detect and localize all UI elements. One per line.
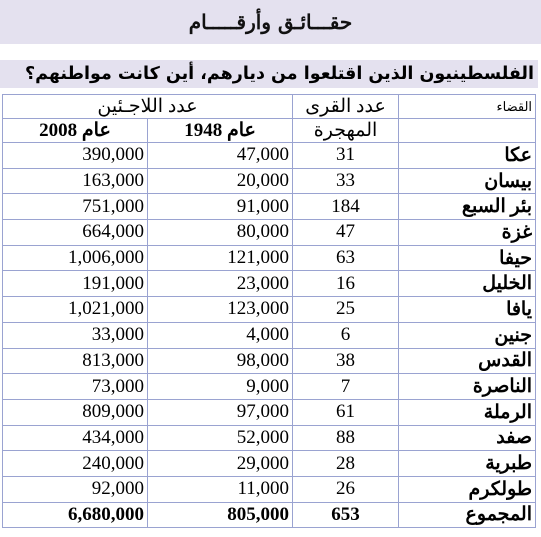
- refugees-2008-cell: 1,021,000: [3, 297, 148, 323]
- table-row: [3, 168, 536, 194]
- refugees-1948-cell: 11,000: [148, 476, 293, 502]
- district-cell: بيسان: [399, 168, 536, 194]
- district-cell: طولكرم: [399, 476, 536, 502]
- table-row: [3, 143, 536, 169]
- refugees-2008-cell: 751,000: [3, 194, 148, 220]
- refugees-2008-cell: 33,000: [3, 322, 148, 348]
- table-row: [3, 220, 536, 246]
- refugees-1948-cell: 98,000: [148, 348, 293, 374]
- refugees-1948-cell: 80,000: [148, 220, 293, 246]
- refugees-1948-cell: 20,000: [148, 168, 293, 194]
- refugees-table: [2, 94, 536, 528]
- district-cell: حيفا: [399, 245, 536, 271]
- refugees-1948-cell: 91,000: [148, 194, 293, 220]
- table-row: [3, 297, 536, 323]
- year-2008-header: عام 2008: [3, 119, 148, 143]
- refugees-2008-cell: 1,006,000: [3, 245, 148, 271]
- refugees-2008-cell: 809,000: [3, 399, 148, 425]
- table-row: [3, 245, 536, 271]
- villages-cell: 38: [293, 348, 399, 374]
- villages-cell: 653: [293, 502, 399, 528]
- year-1948-header: عام 1948: [148, 119, 293, 143]
- district-cell: غزة: [399, 220, 536, 246]
- refugees-2008-cell: 240,000: [3, 451, 148, 477]
- table-row: [3, 194, 536, 220]
- refugees-2008-cell: 163,000: [3, 168, 148, 194]
- table-row: [3, 322, 536, 348]
- header-row: [3, 95, 536, 119]
- refugees-2008-cell: 813,000: [3, 348, 148, 374]
- table-row: [3, 374, 536, 400]
- refugees-2008-cell: 92,000: [3, 476, 148, 502]
- villages-cell: 33: [293, 168, 399, 194]
- villages-cell: 31: [293, 143, 399, 169]
- district-header-blank: [399, 119, 536, 143]
- district-cell: الناصرة: [399, 374, 536, 400]
- district-cell: يافا: [399, 297, 536, 323]
- refugees-2008-cell: 664,000: [3, 220, 148, 246]
- refugees-1948-cell: 23,000: [148, 271, 293, 297]
- refugees-2008-cell: 6,680,000: [3, 502, 148, 528]
- refugees-2008-cell: 434,000: [3, 425, 148, 451]
- villages-cell: 63: [293, 245, 399, 271]
- refugees-1948-cell: 805,000: [148, 502, 293, 528]
- refugees-2008-cell: 73,000: [3, 374, 148, 400]
- villages-header: عدد القرى: [293, 95, 399, 119]
- villages-cell: 7: [293, 374, 399, 400]
- villages-cell: 26: [293, 476, 399, 502]
- villages-cell: 6: [293, 322, 399, 348]
- villages-cell: 28: [293, 451, 399, 477]
- refugees-1948-cell: 52,000: [148, 425, 293, 451]
- villages-cell: 25: [293, 297, 399, 323]
- page-title: حقـــائـق وأرقـــــام: [0, 0, 541, 44]
- table-row: [3, 425, 536, 451]
- refugees-header: عدد اللاجـئين: [3, 95, 293, 119]
- district-cell: جنين: [399, 322, 536, 348]
- refugees-1948-cell: 121,000: [148, 245, 293, 271]
- district-cell: الخليل: [399, 271, 536, 297]
- table-row: [3, 476, 536, 502]
- table-question-heading: الفلسطينيون الذين اقتلعوا من ديارهم، أين كانت مواطنهم؟: [0, 60, 538, 88]
- district-header: القضاء: [399, 95, 536, 119]
- villages-cell: 16: [293, 271, 399, 297]
- district-cell: القدس: [399, 348, 536, 374]
- villages-cell: 184: [293, 194, 399, 220]
- total-row: [3, 502, 536, 528]
- villages-cell: 88: [293, 425, 399, 451]
- villages-cell: 47: [293, 220, 399, 246]
- district-cell: طبرية: [399, 451, 536, 477]
- table-row: [3, 271, 536, 297]
- villages-cell: 61: [293, 399, 399, 425]
- table-row: [3, 399, 536, 425]
- refugees-1948-cell: 123,000: [148, 297, 293, 323]
- refugees-2008-cell: 390,000: [3, 143, 148, 169]
- refugees-1948-cell: 97,000: [148, 399, 293, 425]
- refugees-2008-cell: 191,000: [3, 271, 148, 297]
- district-cell: عكا: [399, 143, 536, 169]
- refugees-1948-cell: 29,000: [148, 451, 293, 477]
- table-row: [3, 348, 536, 374]
- district-cell: المجموع: [399, 502, 536, 528]
- refugees-1948-cell: 4,000: [148, 322, 293, 348]
- refugees-1948-cell: 9,000: [148, 374, 293, 400]
- table-row: [3, 451, 536, 477]
- subheader-row: [3, 119, 536, 143]
- district-cell: صفد: [399, 425, 536, 451]
- district-cell: بئر السبع: [399, 194, 536, 220]
- refugees-1948-cell: 47,000: [148, 143, 293, 169]
- district-cell: الرملة: [399, 399, 536, 425]
- villages-header-line2: المهجرة: [293, 119, 399, 143]
